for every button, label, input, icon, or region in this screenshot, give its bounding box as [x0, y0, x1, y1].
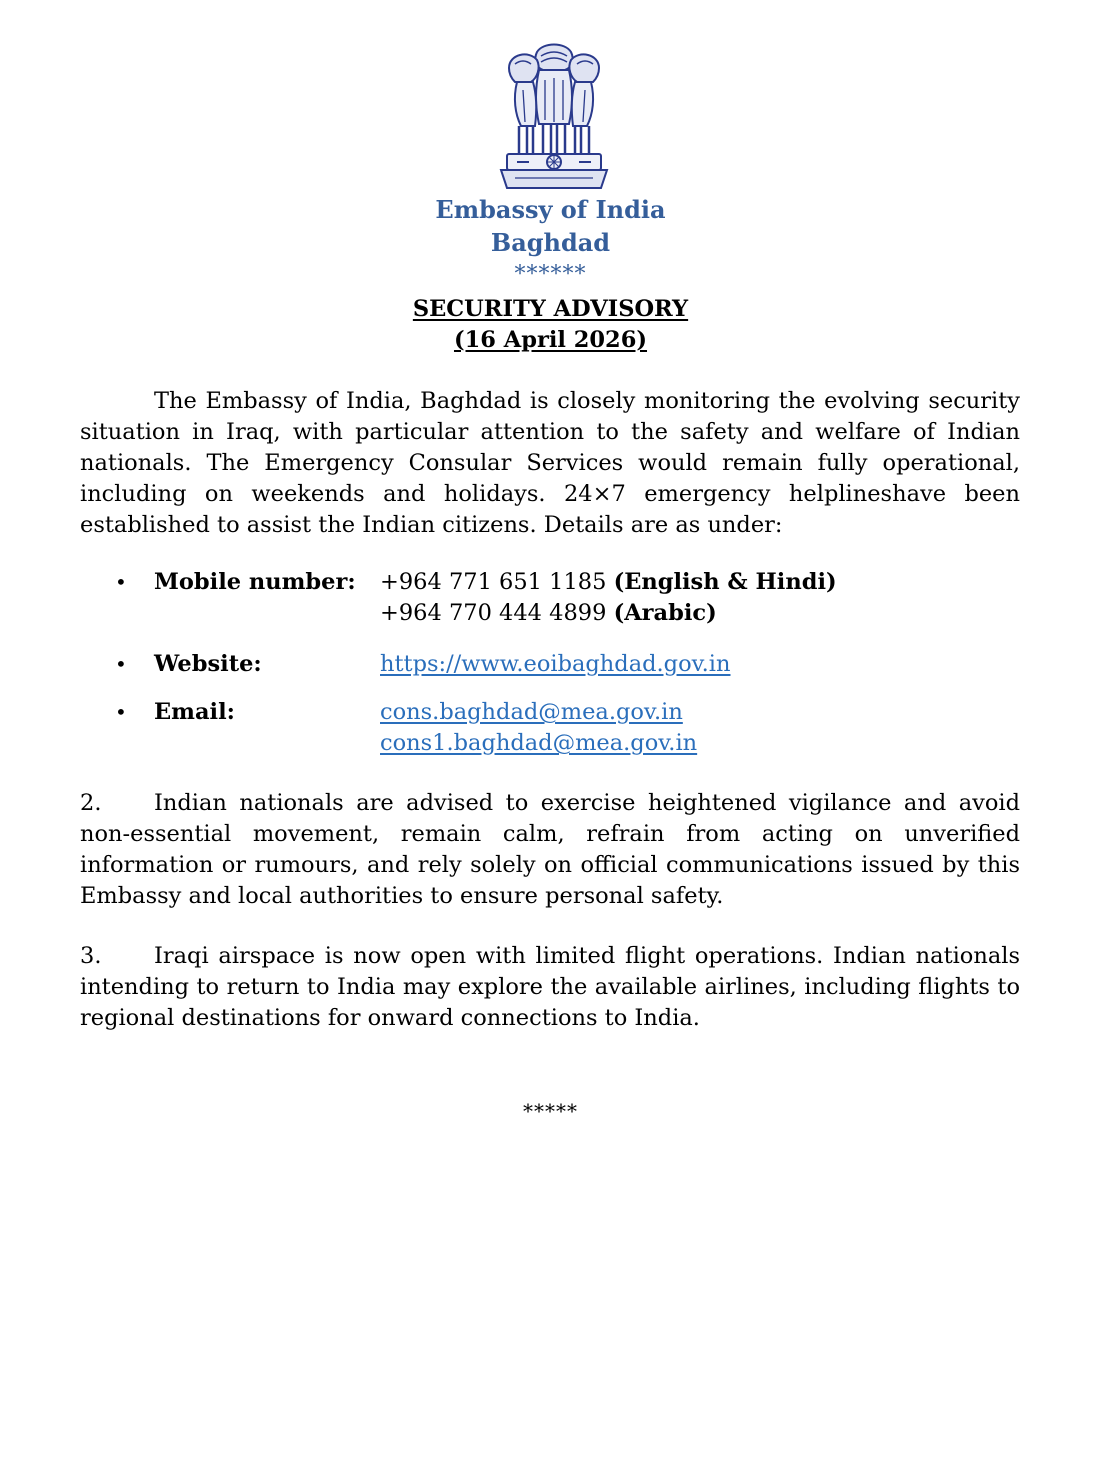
embassy-name: [0, 193, 1101, 259]
contact-list: [80, 567, 1020, 759]
mobile-number-1[interactable]: +964 771 651 1185: [380, 569, 607, 595]
paragraph-2-number: 2.: [80, 790, 102, 816]
bullet-icon: •: [115, 700, 127, 724]
website-values: [380, 649, 731, 680]
bullet-icon: •: [115, 652, 127, 676]
mobile-language-1: (English & Hindi): [613, 569, 837, 595]
advisory-title-block: [0, 294, 1101, 356]
paragraph-3-number: 3.: [80, 943, 102, 969]
contact-item-website: [80, 649, 1020, 697]
mobile-label: Mobile number:: [154, 569, 356, 595]
mobile-number-2[interactable]: +964 770 444 4899: [380, 600, 607, 626]
bullet-icon: •: [115, 570, 127, 594]
footer-separator: *****: [523, 1099, 578, 1123]
state-emblem-icon: [495, 38, 613, 193]
email-link-1[interactable]: cons.baghdad@mea.gov.in: [380, 699, 683, 725]
mobile-language-2: (Arabic): [613, 600, 717, 626]
embassy-name-line2: Baghdad: [490, 228, 611, 257]
embassy-name-line1: Embassy of India: [435, 195, 666, 224]
contact-item-mobile: [80, 567, 1020, 649]
advisory-date: (16 April 2026): [453, 327, 648, 353]
paragraph-2: [80, 788, 1020, 912]
website-label: Website:: [154, 651, 262, 677]
contact-item-email: [80, 697, 1020, 759]
intro-paragraph: The Embassy of India, Baghdad is closely monitoring the evolving security situation in Iraq, with particular attention to the safety and welfare of Indian nationals. The Emergency Consular Services would remain fully operational, including on weekends and holidays. 24×7 emergency helplineshave been established to assist the Indian citizens. Details are as under:: [80, 388, 1020, 538]
header-separator: ******: [514, 262, 587, 287]
website-link[interactable]: https://www.eoibaghdad.gov.in: [380, 651, 731, 677]
email-label: Email:: [154, 699, 235, 725]
paragraph-3-text: Iraqi airspace is now open with limited flight operations. Indian nationals intending to return to India may explore the available airlines, including flights to regional destinations for onward connections to India.: [80, 943, 1020, 1031]
paragraph-2-text: Indian nationals are advised to exercise heightened vigilance and avoid non-essential movement, remain calm, refrain from acting on unverified information or rumours, and rely solely on official communications issued by this Embassy and local authorities to ensure personal safety.: [80, 790, 1020, 909]
email-link-2[interactable]: cons1.baghdad@mea.gov.in: [380, 730, 698, 756]
mobile-values: [380, 567, 837, 629]
email-values: [380, 697, 697, 759]
advisory-title: SECURITY ADVISORY: [412, 296, 689, 322]
paragraph-3: [80, 941, 1020, 1034]
